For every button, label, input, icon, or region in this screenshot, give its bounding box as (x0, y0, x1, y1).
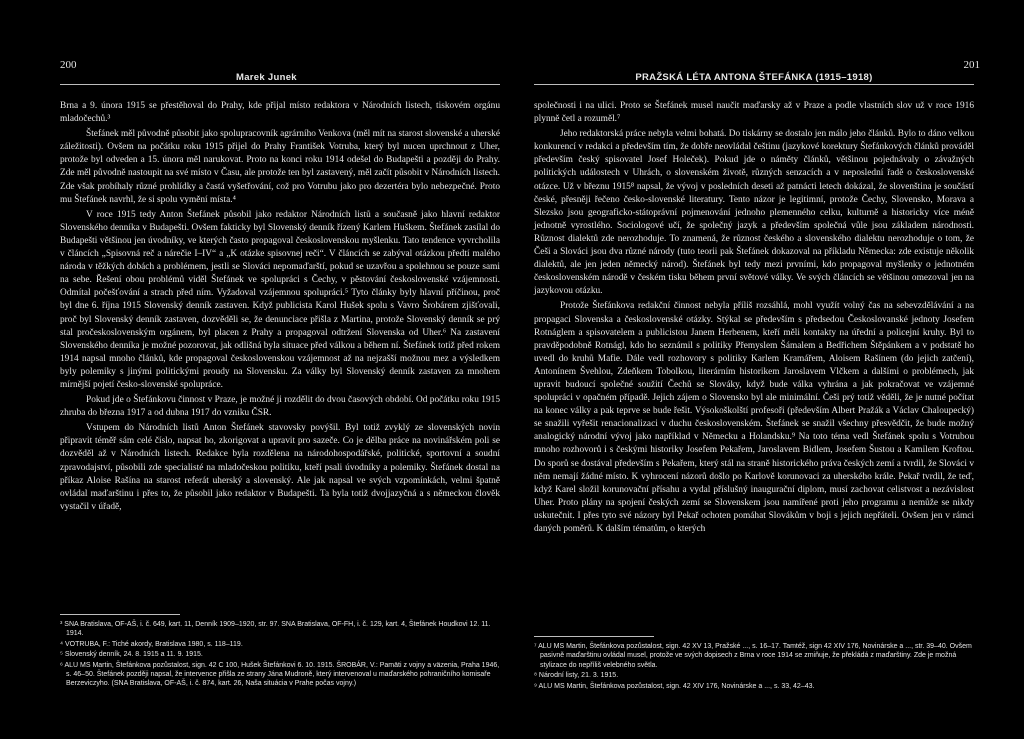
footnote: ⁶ ALU MS Martin, Štefánkova pozůstalost, sign. 42 C 100, Hušek Štefánkovi 6. 10. 1915. ŠROBÁR, V.: Pamäti z vojny a väzenia, Praha 1946, s. 46–50. Štefánek později napsal, že intervence přišla ze strany Jána Mudroně, který intervenoval u maďarského pohraničního komisaře Berzeviczyho. (SNA Bratislava, OF-AŠ, i. č. 874, kart. 26, Naša situácia v Prahe počas vojny.) (60, 661, 500, 688)
running-head: Marek Junek (60, 72, 500, 85)
body-text (60, 100, 500, 514)
footnote-rule (534, 636, 654, 637)
footnote-rule (60, 614, 180, 615)
paragraph: společnosti i na ulici. Proto se Štefánek musel naučit maďarsky až v Praze a podle vlastních slov už v roce 1916 plynně četl a rozuměl.⁷ (534, 101, 974, 125)
footnote: ⁹ ALU MS Martin, Štefánkova pozůstalost, sign. 42 XIV 176, Novinárske a ..., s. 33, 42–43. (534, 682, 815, 690)
body-text (534, 100, 974, 536)
running-head: PRAŽSKÁ LÉTA ANTONA ŠTEFÁNKA (1915–1918) (534, 72, 974, 85)
footnote: ³ SNA Bratislava, OF-AŠ, i. č. 649, kart. 11, Denník 1909–1920, str. 97. SNA Bratislava, OF-FH, i. č. 129, kart. 4, Štefánek Houdkovi 12. 11. 1914. (60, 621, 491, 638)
paragraph: V roce 1915 tedy Anton Štefánek působil jako redaktor Národních listů a současně jako hlavní redaktor Slovenského denníka v Budapešti. Ovšem fakticky byl Slovenský denník řízený Karlem Huškem. Štefánek zasílal do Budapešti většinou jen úvodníky, ve kterých často propagoval československou myšlenku. Tato tendence vyvrcholila v článcích „Spisovná reč a nárečie I–IV“ a „K otázke spisovnej reči“. V článcích se zabýval otázkou předtí malého národa v těžkých dobách a problémem, jestli se Slováci nepomaďarští, pokud se uzavřou a spolehnou se pouze sami na sebe. Řešení obou problémů viděl Štefánek ve spolupráci s Čechy, v pěstování československé vzájemnosti. Odmítal počešťování a strach před ním. Vyžadoval vzájemnou spolupráci.⁵ Tyto články byly hlavní příčinou, proč byl dne 6. října 1915 Slovenský denník zastaven. Když publicista Karol Hušek spolu s Vavro Šrobárem zjišťovali, proč byl Slovenský denník zastaven, dozvěděli se, že denunciace přišla z Martina, protože Slovenský denník se prý stal pročeskoslovenským orgánem, byl placen z Prahy a propagoval odtržení Slovenska od Uher.⁶ Na zastavení Slovenského denníka je možné pozorovat, jak odlišná byla situace před válkou a během ní. Štefánek totiž před rokem 1914 napsal mnoho článků, kde propagoval československou vzájemnost až na nejzašší možnou mez a výsledkem byly polemiky s jinými politickými proudy na Slovensku. Za války byl Slovenský denník zastaven za mnohem mírnější pojetí česko-slovenské spolupráce. (60, 209, 500, 390)
paragraph: Vstupem do Národních listů Anton Štefánek stavovsky povýšil. Byl totiž zvyklý ze slovenských novin připravit téměř sám celé číslo, napsat ho, zkorigovat a upravit pro sazeče. Co je dělba práce na novinářském poli se dozvěděl až v Národních listech. Redakce byla rozdělena na národohospodářské, politické, sportovní a soudní zpravodajství, působili zde specialisté na mladočeskou politiku, kteří psali úvodníky a polemiky. Štefánek dostal na příkaz Aloise Rašína na starost referát uherský a slovenský. Ale jak napsal ve svých vzpomínkách, velmi špatně ovládal maďarštinu i přes to, že působil jako redaktor v Budapešti. Ta byla totiž dvojjazyčná a s německou člověk vystačil v úřadě, (60, 423, 500, 512)
footnotes (534, 642, 974, 692)
paragraph: Protože Štefánkova redakční činnost nebyla příliš rozsáhlá, mohl využít volný čas na sebevzdělávání a na propagaci Slovenska a československé otázky. Stýkal se především s předsedou Českoslovanské jednoty Josefem Rotnáglem a spisovatelem a publicistou Janem Herbenem, kteří měli kontakty na úřední a policejní kruhy. Byl to pravděpodobně Rotnágl, kdo ho seznámil s politiky Přemyslem Šámalem a Bedřichem Štěpánkem a v podstatě ho uvedl do kruhů Mafie. Dále vedl rozhovory s politiky Karlem Kramářem, Aloisem Rašínem (do jejich zatčení), Antonínem Švehlou, Zdeňkem Tobolkou, literárním historikem Jaroslavem Vlčkem a dalšími o problémech, jak upravit budoucí společné soužití Čechů se Slováky, když bude válka vyhrána a jak pokračovat ve vzájemné spolupráci v opačném případě. Jejich zájem o Slovensko byl ale minimální. Češi prý totiž věděli, že je nutné počítat na konec války a pak teprve se bude řešit. Výsokoškolští profesoři (především Albert Pražák a Václav Chaloupecký) se snažili vyřešit renacionalizaci v duchu československém. Štefánek se snažil všechny přesvědčit, že bude možný analogický národní vývoj jako například v Německu a Holandsku.⁹ Na toto téma vedl Štefánek spolu s Votrubou mnoho rozhovorů i s českými historiky Josefem Pekařem, Jaroslavem Bidlem, Josefem Šustou a Kamilem Kroftou. Do sporů se dostával především s Pekařem, který stál na straně historického práva českých zemí a tvrdil, že Slováci v něm nemají žádné místo. K vyhrocení názorů došlo po Karlově korunovaci za uherského krále. Pekař tvrdil, že teď, když Karel složil korunovační přísahu a vydal příslušný inaugurační diplom, musí zachovat celistvost a nezávislost Uher. Proto plány na spojení českých zemí se Slovenskem jsou namířené proti jeho programu a nemůže se nikdy uskutečnit. I přes tyto své názory byl Pekař ochoten pomáhat Slovákům v boji s jejich nepřáteli. Ovšem jen v rámci daných poměrů. K dalším tématům, o kterých (534, 301, 974, 534)
footnote: ⁵ Slovenský denník, 24. 8. 1915 a 11. 9. 1915. (60, 651, 203, 659)
page-number: 201 (963, 59, 980, 71)
page-number: 200 (60, 59, 77, 71)
footnote: ⁷ ALU MS Martin, Štefánkova pozůstalost, sign. 42 XV 13, Pražské ..., s. 16–17. Tamtéž, sign 42 XIV 176, Novinárske a ..., str. 39–40. Ovšem pasivně maďarštinu ovládal musel, protože ve svých dopisech z Brna v roce 1914 se zmiňuje, že překládá z maďarštiny. Zde je možná stylizace do nepříliš velebného světla. (534, 643, 972, 669)
paragraph: Pokud jde o Štefánkovu činnost v Praze, je možné ji rozdělit do dvou časových období. Od počátku roku 1915 zhruba do března 1917 a od dubna 1917 do vzniku ČSR. (60, 395, 500, 419)
paragraph: Brna a 9. února 1915 se přestěhoval do Prahy, kde přijal místo redaktora v Národních listech, tiskovém orgánu mladočechů.³ (60, 101, 500, 125)
paragraph: Štefánek měl původně působit jako spolupracovník agrárního Venkova (měl mít na starost slovenské a uherské záležitosti). Ovšem na počátku roku 1915 přijel do Prahy František Votruba, který byl nucen uprchnout z Uher, protože byl odveden a 15. února měl narukovat. Proto na konci roku 1914 odešel do Budapešti a později do Prahy. Zde měl původně nastoupit na své místo v Času, ale protože ten byl zastavený, měl začít působit v Národních listech. Zde však probíhaly různé prohlídky a častá vyšetřování, což pro Votrubu jako pro dezertéra bylo nebezpečné. Proto mu Štefánek navrhl, že si spolu vymění místa.⁴ (60, 129, 500, 205)
footnotes (60, 620, 500, 690)
footnote: ⁸ Národní listy, 21. 3. 1915. (534, 672, 619, 680)
footnote: ⁴ VOTRUBA, F.: Tiché akordy, Bratislava 1980, s. 118–119. (60, 640, 243, 648)
paragraph: Jeho redaktorská práce nebyla velmi bohatá. Do tiskárny se dostalo jen málo jeho článků. Bylo to dáno velkou konkurencí v redakci a především tím, že dobře neovládal češtinu (jazykové korektury Štefánkových článků prováděl především český spisovatel Josef Holeček). Pokud jde o náměty článků, většinou pojednávaly o závažných politických událostech v Uhrách, o slovenském životě, různých senzacích a v neposlední řadě o československé otázce. Už v březnu 1915⁸ napsal, že vývoj v posledních deseti až patnácti letech dokázal, že slovenština je součástí české, přesněji řečeno česko-slovenské literatury. Tento názor je legitimní, protože Čechy, Slovensko, Morava a Slezsko jsou geograficko-státoprávní pojmenování jednoho plemenného celku, kulturně a historicky více méně jednotně vyrostlého. Sociologové učí, že společný jazyk a především společná vůle jsou základem národnosti. Různost dialektů zde nerozhoduje. To znamená, že různost českého a slovenského dialektu nerozhoduje o tom, že Češi a Slováci jsou dva různé národy (tuto teorii pak Štefánek dokazoval na příkladu Německa: zde existuje několik dialektů, ale jen jeden německý národ). Štefánek byl tedy mezi prvními, kdo propagoval myšlenky o jednotném československém národě v českém tisku během první světové války. Ve svých článcích se většinou omezoval jen na jazykovou otázku. (534, 129, 974, 297)
